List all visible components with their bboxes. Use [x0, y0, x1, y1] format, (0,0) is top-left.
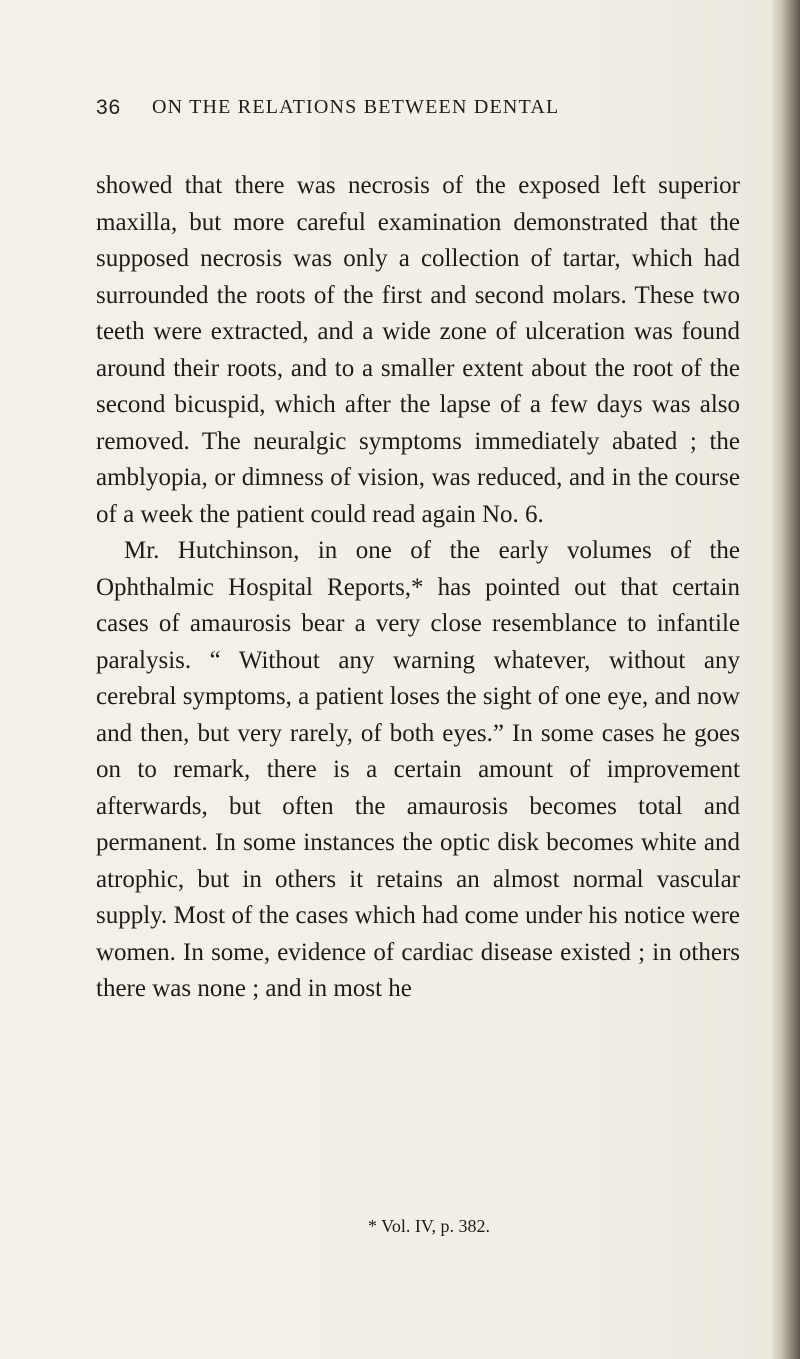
page-spine-edge — [772, 0, 800, 1359]
running-title: ON THE RELATIONS BETWEEN DENTAL — [152, 96, 560, 118]
paragraph-1: showed that there was necrosis of the exposed left superior maxilla, but more careful examination demonstrated that the supposed necrosis was only a collection of tartar, which had surrounded the roots of the first and second molars. These two teeth were extracted, and a wide zone of ulceration was found around their roots, and to a smaller extent about the root of the second bicuspid, which after the lapse of a few days was also removed. The neuralgic symptoms immediately abated ; the amblyopia, or dimness of vision, was reduced, and in the course of a week the patient could read again No. 6. — [96, 172, 740, 528]
body-text — [96, 168, 740, 1008]
footnote: * Vol. IV, p. 382. — [368, 1216, 491, 1236]
page-number: 36 — [96, 96, 121, 119]
paragraph-2: Mr. Hutchinson, in one of the early volumes of the Ophthalmic Hospital Reports,* has pointed out that certain cases of amaurosis bear a very close resemblance to infantile paralysis. “ Without any warning whatever, without any cerebral symptoms, a patient loses the sight of one eye, and now and then, but very rarely, of both eyes.” In some cases he goes on to remark, there is a certain amount of improvement afterwards, but often the amaurosis becomes total and permanent. In some instances the optic disk becomes white and atrophic, but in others it retains an almost normal vascular supply. Most of the cases which had come under his notice were women. In some, evidence of cardiac disease existed ; in others there was none ; and in most he — [96, 537, 740, 1002]
running-head — [96, 96, 716, 130]
